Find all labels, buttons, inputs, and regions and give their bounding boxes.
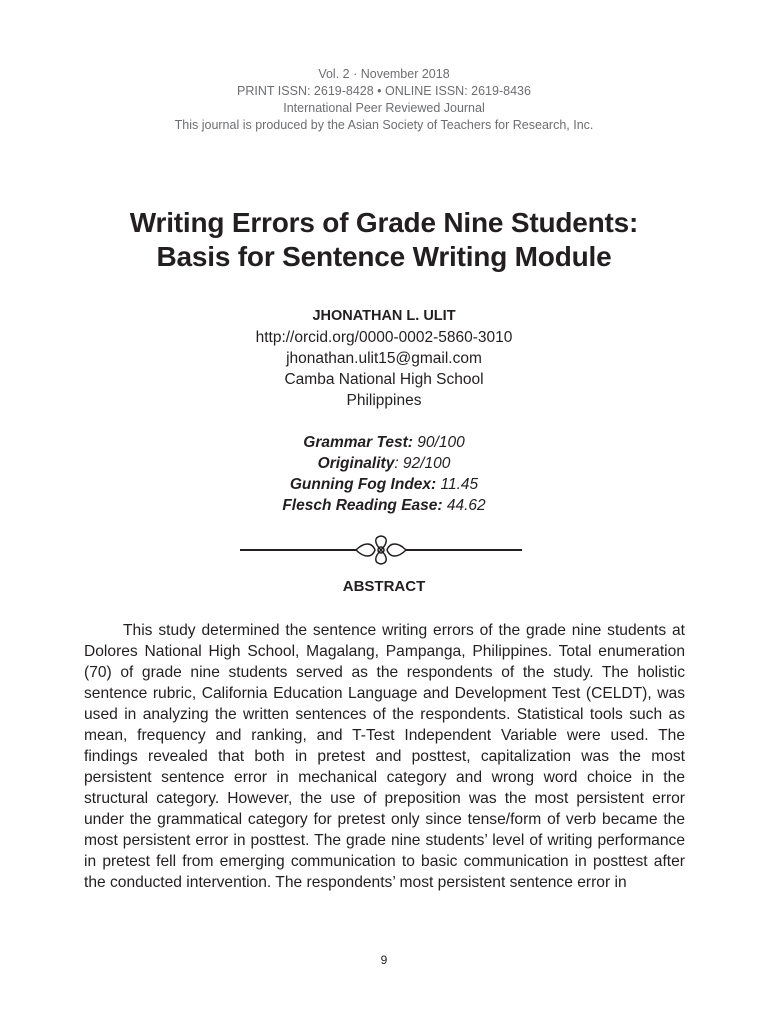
ornament-divider [240,534,522,566]
metric-flesch [0,495,768,516]
journal-type-line: International Peer Reviewed Journal [283,101,485,115]
abstract-heading: ABSTRACT [342,578,426,595]
title-line-1: Writing Errors of Grade Nine Students: [129,207,639,238]
metric-label: Flesch Reading Ease: [282,497,443,514]
metric-label: Gunning Fog Index: [289,476,437,493]
author-country: Philippines [346,392,422,409]
metric-gunning-fog [0,474,768,495]
quality-metrics [0,432,768,516]
metric-value: 44.62 [442,497,486,514]
author-affiliation: Camba National High School [284,371,484,388]
metric-label: Originality [317,455,395,472]
author-block [0,306,768,411]
issn-line: PRINT ISSN: 2619-8428 • ONLINE ISSN: 2619-8436 [237,84,531,98]
metric-label: Grammar Test: [303,434,413,451]
metric-grammar [0,432,768,453]
author-name: JHONATHAN L. ULIT [312,308,456,324]
metric-originality [0,453,768,474]
title-line-2: Basis for Sentence Writing Module [156,241,612,272]
journal-header [0,66,768,134]
abstract-text: This study determined the sentence writing errors of the grade nine students at Dolores National High School, Magalang, Pampanga, Philippines. Total enumeration (70) of grade nine students served as the respondents of the study. The holistic sentence rubric, California Education Language and Development Test (CELDT), was used in analyzing the written sentences of the respondents. Statistical tools such as mean, frequency and ranking, and T-Test Independent Variable were used. The findings revealed that both in pretest and posttest, capitalization was the most persistent sentence error in mechanical category and wrong word choice in the structural category. However, the use of preposition was the most persistent error under the grammatical category for pretest only since tense/form of verb became the most persistent error in posttest. The grade nine students’ level of writing performance in pretest fell from emerging communication to basic communication in posttest after the conducted intervention. The respondents’ most persistent sentence error in [84,622,685,891]
paper-title [40,206,728,274]
page-number: 9 [380,953,388,967]
publisher-line: This journal is produced by the Asian Society of Teachers for Research, Inc. [174,118,594,132]
author-orcid: http://orcid.org/0000-0002-5860-3010 [255,329,513,346]
author-email: jhonathan.ulit15@gmail.com [286,350,482,367]
metric-value: : 92/100 [394,455,451,472]
volume-line: Vol. 2 · November 2018 [318,67,450,81]
metric-value: 11.45 [436,476,479,493]
metric-value: 90/100 [412,434,465,451]
